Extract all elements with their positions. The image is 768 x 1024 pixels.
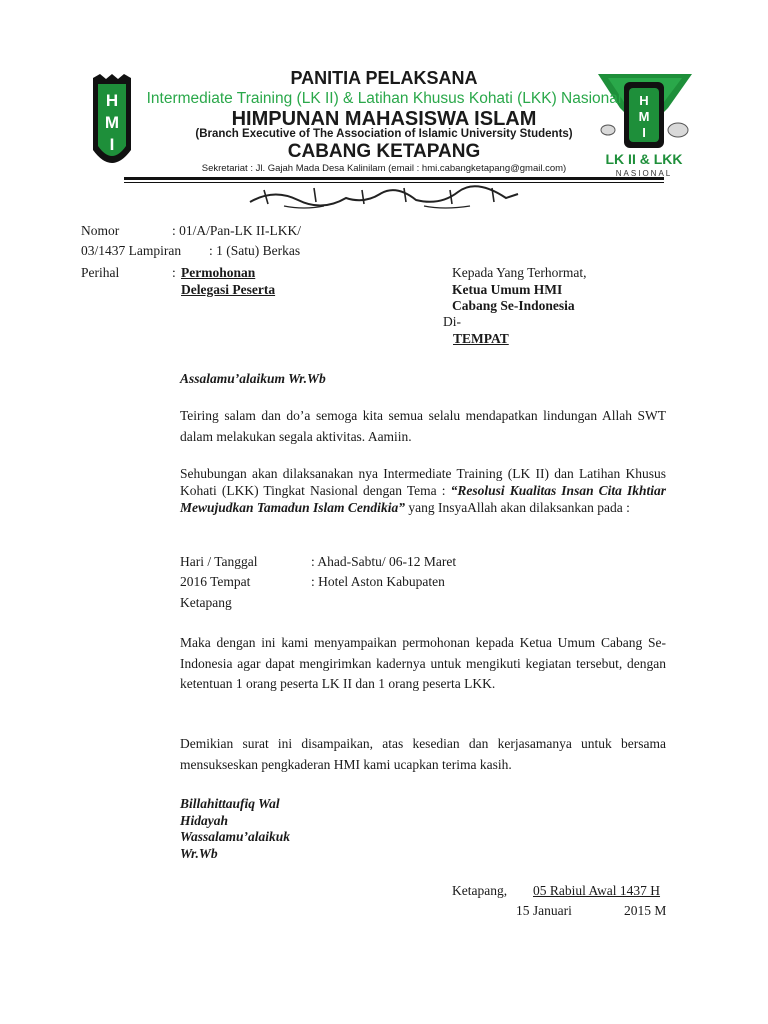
recipient-branch: Cabang Se-Indonesia — [452, 298, 575, 313]
branch-name: CABANG KETAPANG — [287, 141, 481, 162]
right-logo-i: I — [642, 125, 646, 140]
perihal-value-line2: Delegasi Peserta — [181, 282, 276, 297]
left-logo-h: H — [105, 91, 119, 110]
closing-line2: Hidayah — [180, 813, 229, 828]
header-rule-thick — [124, 177, 664, 180]
left-logo-m: M — [104, 113, 120, 132]
perihal-label: Perihal — [81, 265, 120, 280]
secretariat-address: Sekretariat : Jl. Gajah Mada Desa Kalinilam (email : hmi.cabangketapang@gmail.com) — [201, 163, 567, 174]
left-logo-i: I — [109, 135, 115, 154]
date-label: Hari / Tanggal — [180, 554, 258, 569]
recipient-title: Ketua Umum HMI — [452, 282, 563, 297]
recipient-place: TEMPAT — [453, 331, 509, 346]
recipient-salutation: Kepada Yang Terhormat, — [452, 265, 587, 280]
signature-gregorian-day: 15 Januari — [516, 903, 572, 918]
paragraph-opening: Teiring salam dan do’a semoga kita semua selalu mendapatkan lindungan Allah SWT dalam melakukan segala aktivitas. Aamiin. — [180, 408, 666, 444]
paragraph-request: Maka dengan ini kami menyampaikan permohonan kepada Ketua Umum Cabang Se-Indonesia agar dapat mengirimkan kadernya untuk mengikuti kegiatan tersebut, dengan ketentuan 1 orang peserta LK II dan 1 orang peserta LKK. — [180, 635, 666, 691]
perihal-value-line1: Permohonan — [181, 265, 256, 280]
event-line: Intermediate Training (LK II) & Latihan Khusus Kohati (LKK) Nasional — [146, 90, 622, 107]
paragraph-event-end: yang InsyaAllah akan dilaksankan pada : — [408, 500, 630, 515]
committee-title: PANITIA PELAKSANA — [290, 68, 478, 88]
closing-line4: Wr.Wb — [180, 846, 218, 861]
signature-hijri-date: 05 Rabiul Awal 1437 H — [533, 883, 661, 898]
org-name: HIMPUNAN MAHASISWA ISLAM — [231, 108, 537, 130]
right-logo-h: H — [639, 93, 649, 108]
right-logo-caption: LK II & LKK — [605, 151, 683, 167]
nomor-value: : 01/A/Pan-LK II-LKK/ — [172, 223, 301, 238]
signature-gregorian-year: 2015 M — [624, 903, 667, 918]
venue-continuation: Ketapang — [180, 595, 232, 610]
event-theme: “Resolusi Kualitas Insan Cita Ikhtiar Mewujudkan Tamadun Islam Cendikia” — [180, 483, 667, 515]
header-rule-thin — [124, 182, 664, 183]
date-value: : Ahad-Sabtu/ 06-12 Maret — [311, 554, 457, 569]
recipient-di: Di- — [443, 314, 461, 329]
perihal-colon: : — [172, 265, 176, 280]
closing-line3: Wassalamu’alaikuk — [180, 829, 291, 844]
nomor-continuation: 03/1437 Lampiran — [81, 243, 182, 258]
right-logo-m: M — [638, 109, 650, 124]
paragraph-event — [180, 465, 666, 516]
lampiran-value: : 1 (Satu) Berkas — [209, 243, 301, 258]
venue-value: : Hotel Aston Kabupaten — [311, 574, 445, 589]
paragraph-event-start: Sehubungan akan dilaksanakan nya Intermediate Training (LK II) dan Latihan Khusus Kohati (LKK) Tingkat Nasional dengan Tema : — [180, 466, 666, 498]
paragraph-closing: Demikian surat ini disampaikan, atas kesedian dan kerjasamanya untuk bersama mensukseskan pengkaderan HMI kami ucapkan terima kasih. — [180, 736, 666, 772]
signature-place: Ketapang, — [452, 883, 508, 898]
closing-line1: Billahittaufiq Wal — [180, 796, 280, 811]
bismillah-calligraphy-icon — [244, 184, 524, 210]
greeting: Assalamu’alaikum Wr.Wb — [180, 371, 326, 386]
venue-label: 2016 Tempat — [180, 574, 251, 589]
nomor-label: Nomor — [81, 223, 120, 238]
right-logo-subcaption: NASIONAL — [615, 169, 673, 178]
org-english-name: (Branch Executive of The Association of Islamic University Students) — [195, 128, 573, 140]
